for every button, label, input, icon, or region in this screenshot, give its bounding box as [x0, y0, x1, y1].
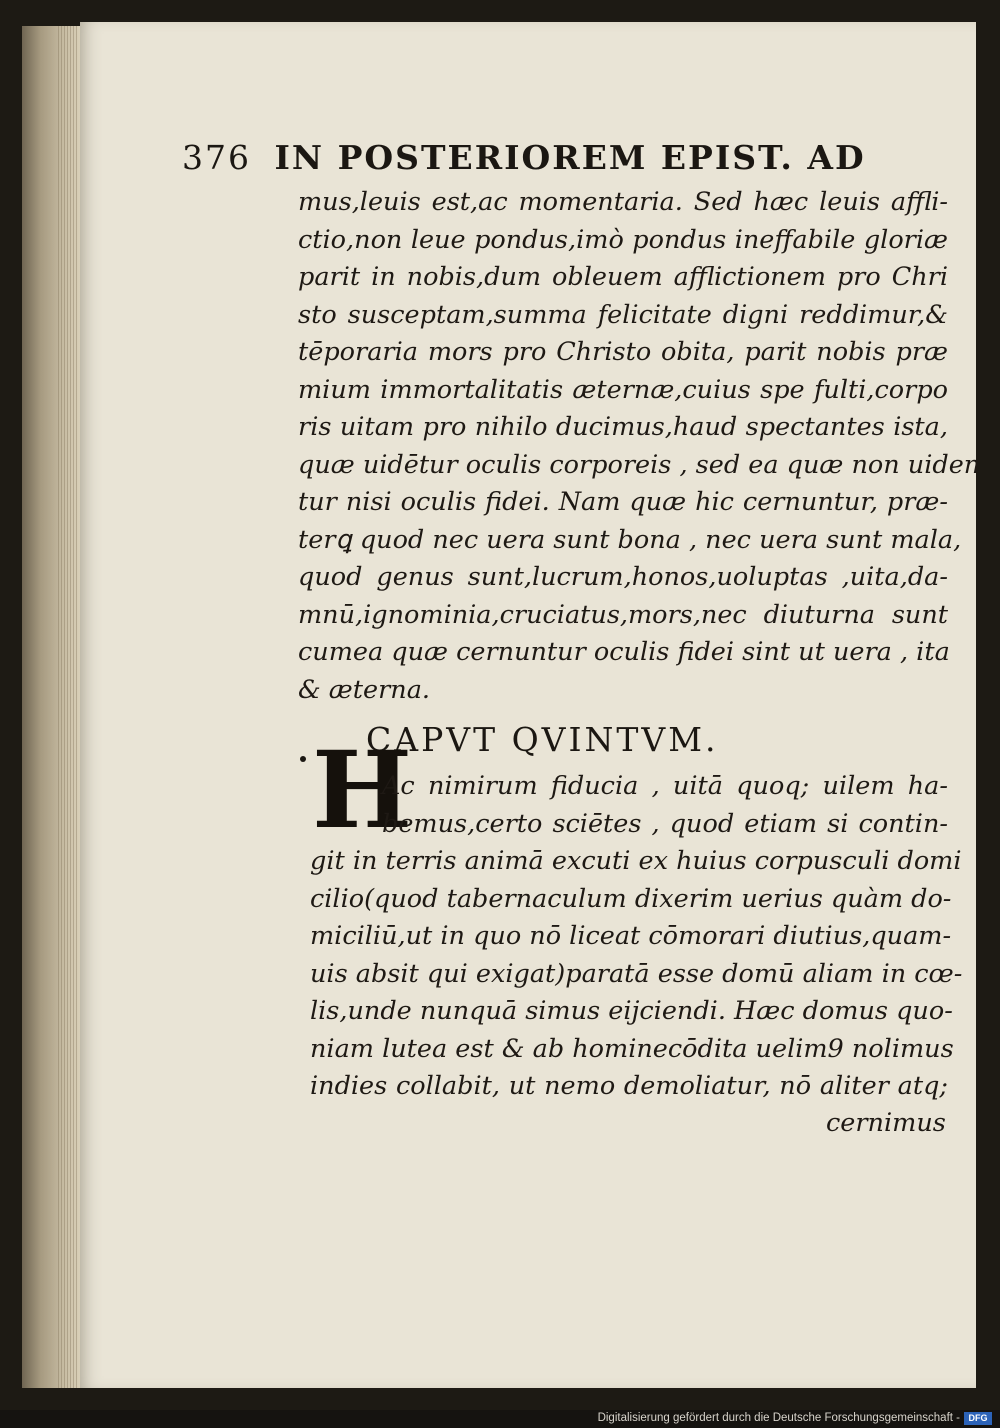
text-line: & æterna. — [298, 674, 431, 705]
text-line: niam lutea est & ab hominecōdita uelim9 nolimus — [310, 1033, 954, 1064]
text-line: quæ uidētur oculis corporeis , sed ea quæ non uiden — [298, 449, 981, 480]
text-line: indies collabit, ut nemo demoliatur, nō aliter atq; — [310, 1071, 948, 1101]
chapter-heading: CAPVT QVINTVM. — [366, 720, 719, 759]
text-line: Ac nimirum fiducia , uitā quoq; uilem ha- — [382, 771, 948, 801]
text-line: cumea quæ cernuntur oculis fidei sint ut uera , ita — [298, 637, 950, 667]
text-line: terꝗ quod nec uera sunt bona , nec uera sunt mala, — [298, 524, 962, 555]
text-line: tēporaria mors pro Christo obita, parit nobis præ — [298, 337, 948, 367]
drop-cap-initial: H — [312, 727, 413, 852]
catchword: cernimus — [826, 1108, 946, 1138]
text-line: ris uitam pro nihilo ducimus,haud spectantes ista, — [298, 412, 948, 442]
running-head — [182, 138, 952, 177]
page-number: 376 — [182, 138, 251, 177]
dfg-logo: DFG — [964, 1412, 992, 1425]
initial-ornament-dot — [300, 756, 306, 762]
text-line: git in terris animā excuti ex huius corpusculi domi — [310, 846, 962, 876]
text-line: quod genus sunt,lucrum,honos,uoluptas ,uita,da- — [298, 562, 948, 592]
text-line: parit in nobis,dum obleuem afflictionem pro Chri — [298, 262, 948, 292]
text-line: ctio,non leue pondus,imò pondus ineffabile gloriæ — [298, 224, 948, 255]
text-line: miciliū,ut in quo nō liceat cōmorari diutius,quam- — [310, 921, 952, 951]
running-head-title: IN POSTERIOREM EPIST. AD — [274, 138, 866, 177]
text-line: sto susceptam,summa felicitate digni reddimur,& — [298, 299, 948, 330]
text-line: uis absit qui exigat)paratā esse domū aliam in cœ- — [310, 958, 963, 989]
text-line: mus,leuis est,ac momentaria. Sed hæc leuis affli- — [298, 187, 948, 217]
text-line: mium immortalitatis æternæ,cuius spe fulti,corpo — [298, 374, 948, 405]
funding-credit: Digitalisierung gefördert durch die Deutsche Forschungsgemeinschaft - — [597, 1412, 960, 1424]
text-line: cilio(quod tabernaculum dixerim uerius quàm do- — [310, 883, 952, 914]
body-text — [298, 184, 981, 709]
text-line: tur nisi oculis fidei. Nam quæ hic cernuntur, præ- — [298, 487, 948, 517]
text-line: bemus,certo sciētes , quod etiam si contin- — [382, 808, 948, 839]
text-line: lis,unde nunquā simus eijciendi. Hæc domus quo- — [310, 996, 953, 1026]
chapter-text — [310, 768, 963, 1106]
text-line: mnū,ignominia,cruciatus,mors,nec diuturna sunt — [298, 599, 948, 630]
page-stack-lines — [58, 26, 78, 1388]
